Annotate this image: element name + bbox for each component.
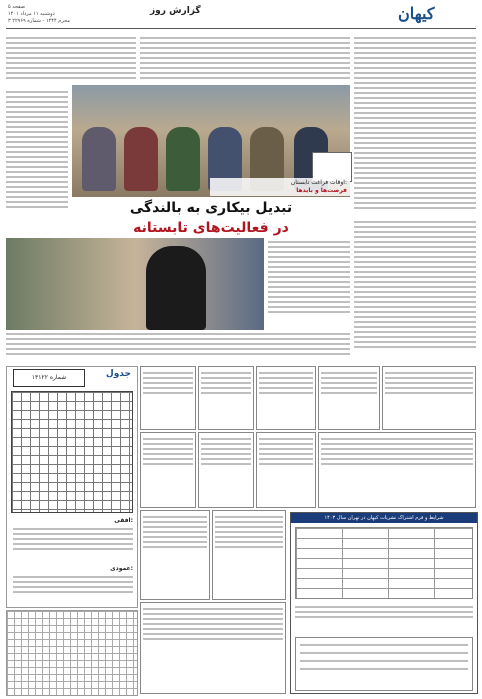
lead-paragraph [6,330,350,364]
ad-box-8 [256,432,316,508]
headline-line1: تبدیل بیکاری به بالندگی [129,200,293,216]
subscription-form-fields[interactable] [295,637,473,691]
issue-line: ۳ محرم ۱۴۴۴ - شماره ۲۲۹۶۹ [8,18,71,24]
photo-overlay-title [210,178,350,196]
ad-box-5 [382,366,476,430]
logo-text: کیهان [398,4,435,23]
mid-text-column [268,238,350,330]
ad-box-12 [140,602,286,694]
vertical-heading: عمودی: [110,565,133,572]
masthead-rule [6,28,476,29]
classroom-photo [6,238,264,330]
overlay-subtitle: فرصت‌ها و بایدها [296,187,347,194]
left-side-column [6,88,68,233]
vertical-clues [13,573,133,603]
previous-crossword-solution [6,610,138,696]
ad-box-6 [140,432,196,508]
kayhan-logo [398,4,474,26]
horizontal-heading: افقی: [114,517,133,524]
page-number: صفحه ۵ [8,4,25,10]
headline-line2: در فعالیت‌های تابستانه [133,220,289,236]
section-title: گزارش روز [150,6,201,16]
right-lower-column [354,218,476,378]
ad-box-10 [140,510,210,600]
date-line: دوشنبه ۱۱ مرداد ۱۴۰۱ [8,11,55,17]
subscription-title: شرایط و فرم اشتراک نشریات کیهان در تهران سال ۱۴۰۳ [291,513,477,523]
ad-box-3 [256,366,316,430]
ad-box-9 [318,432,476,508]
ad-box-1 [140,366,196,430]
date-block [8,4,70,25]
crossword-title: جدول [105,369,131,379]
masthead [0,0,482,30]
ad-box-7 [198,432,254,508]
ad-box-4 [318,366,380,430]
subscription-terms [295,603,473,633]
right-column-article [354,34,476,214]
top-center-columns [140,34,350,82]
top-left-text [6,34,136,82]
subscription-price-table [295,527,473,599]
crossword-panel [6,366,138,608]
ad-box-2 [198,366,254,430]
ad-box-11 [212,510,286,600]
crossword-number: شماره ۱۳۱۲۲ [13,369,85,387]
horizontal-clues [13,525,133,561]
crossword-grid[interactable] [11,391,133,513]
overlay-title: اوقات فراغت تابستان: [290,179,347,186]
subscription-form [290,512,478,694]
